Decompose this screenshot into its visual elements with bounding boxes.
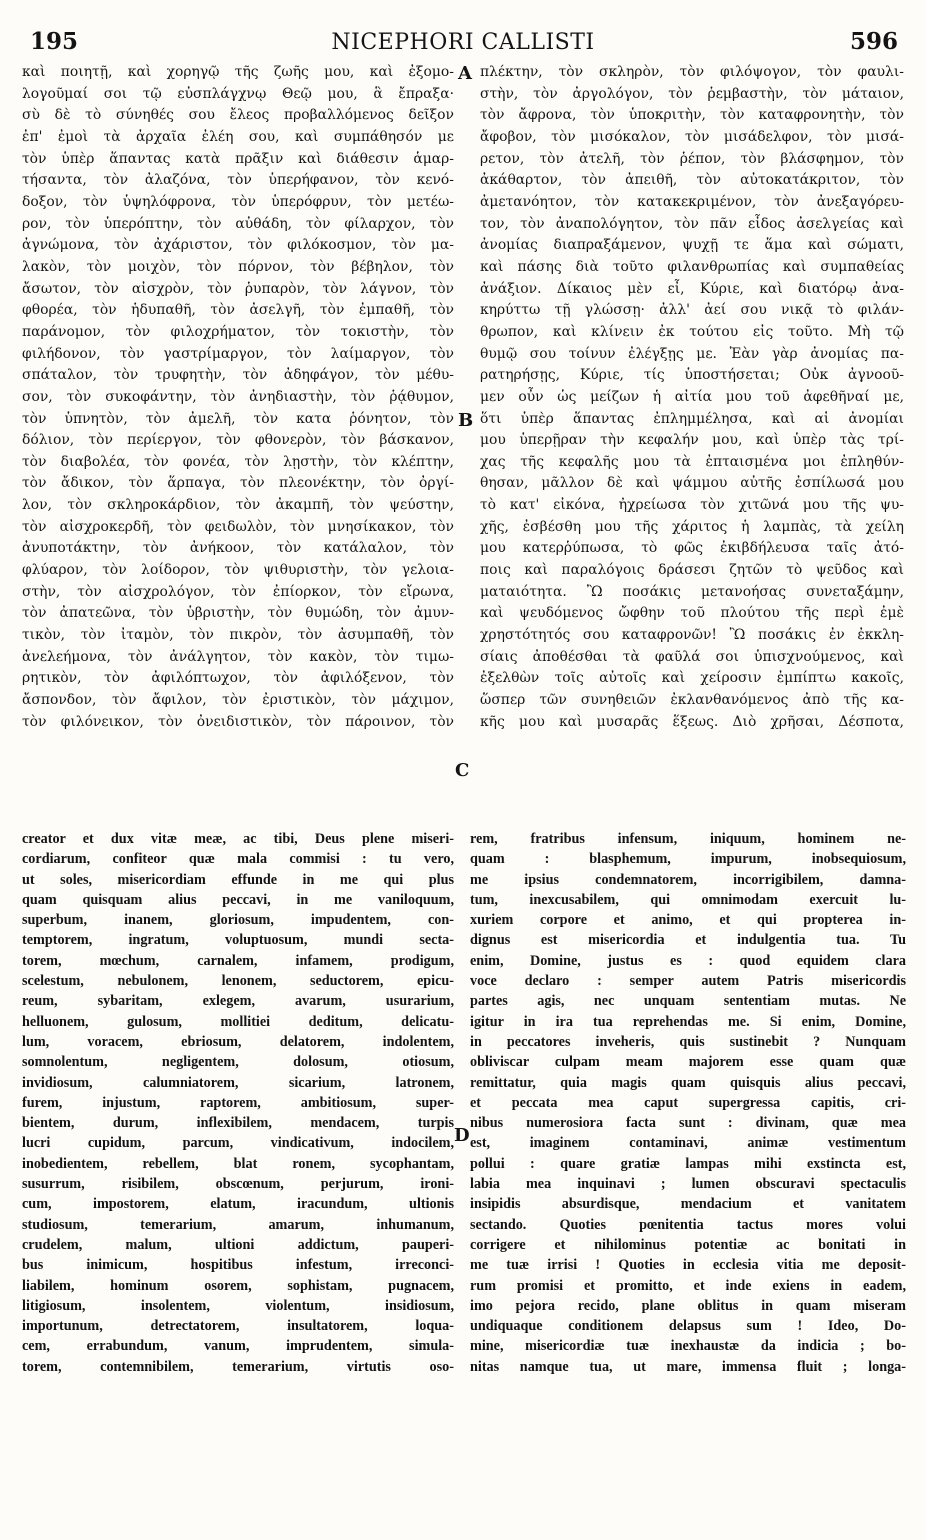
text-line: στὴν, τὸν αἰσχρολόγον, τὸν ἐπίορκον, τὸν εἴρωνα, [22,583,454,600]
text-line: lum, voracem, ebriosum, delatorem, indolentem, [22,1033,454,1050]
text-line: ἀνυποτάκτην, τὸν ἀνήκοον, τὸν κατάλαλον, τὸν [22,540,454,557]
section-marker-b: B [458,410,474,431]
text-line: χῆς, ἐσβέσθη μου τῆς χάριτος ἡ λαμπὰς, τὰ χείλη [480,518,904,535]
text-line: τὸν ὑπὲρ ἅπαντας κατὰ πρᾶξιν καὶ διάθεσιν ἁμαρ- [22,150,454,167]
text-line: θυμῷ σου τοίνυν ἐλέγξῃς με. Ἐὰν γὰρ ἀνομίας πα- [480,345,904,362]
text-line: xuriem corpore et animo, et qui propterea in- [470,912,906,929]
text-line: λογοῦμαί σοι τῷ εὐσπλάγχνῳ Θεῷ μου, ἃ ἔπραξα· [22,85,454,102]
text-line: ὥσπερ τῶν συνηθειῶν ἐκλανθανόμενος ἀπὸ τῆς κα- [480,692,904,709]
text-line: ὅτι ὑπὲρ ἅπαντας ἐπλημμέλησα, καὶ αἱ ἀνομίαι [480,410,904,427]
text-line: τον, τὸν ἀναπολόγητον, τὸν πᾶν εἶδος ἀσελγείας καὶ [480,215,904,232]
text-line: τὸν ἀπατεῶνα, τὸν ὑβριστὴν, τὸν θυμώδη, τὸν ἀμυν- [22,605,454,622]
section-marker-d: D [454,1125,470,1146]
text-line: sectando. Quoties pœnitentia tactus mores volui [470,1216,906,1233]
text-line: τὸ κατ' εἰκόνα, ἠχρείωσα τὸν χιτῶνά μου τῆς ψυ- [480,497,904,514]
text-line: ρετον, τὸν ἀτελῆ, τὸν ῥέπον, τὸν βλάσφημον, τὸν [480,150,904,167]
text-line: torem, contemnibilem, temerarium, virtutis oso- [22,1358,454,1375]
text-line: remittatur, quia magis quam quisquis alius peccavi, [470,1074,906,1091]
running-title: NICEPHORI CALLISTI [331,30,595,55]
text-line: ἄφοβον, τὸν μισόκαλον, τὸν μισάδελφον, τὸν μισά- [480,128,904,145]
text-line: τὸν αἰσχροκερδῆ, τὸν φειδωλὸν, τὸν μνησίκακον, τὸν [22,518,454,535]
text-line: insipidis absurdisque, mendacium et vanitatem [470,1196,906,1213]
text-line: ἄσπονδον, τὸν ἄφιλον, τὸν ἐριστικὸν, τὸν μάχιμον, [22,692,454,709]
text-line: obliviscar culpam meam majorem esse quam quæ [470,1054,906,1071]
text-line: cem, errabundum, vanum, imprudentem, simula- [22,1338,454,1355]
text-line: τήσαντα, τὸν ἀλαζόνα, τὸν ὑπερήφανον, τὸν κενό- [22,172,454,189]
text-line: τὸν ὑπνητὸν, τὸν ἀμελῆ, τὸν κατα ῥόνητον, τὸν [22,410,454,427]
text-line: scelestum, nebulonem, lenonem, seductorem, epicu- [22,973,454,990]
text-line: παράνομον, τὸν φιλοχρήματον, τὸν τοκιστὴν, τὸν [22,323,454,340]
text-line: κῆς μου καὶ μυσαρᾶς ἕξεως. Διὸ χρῆσαι, Δέσποτα, [480,713,904,730]
text-line: invidiosum, calumniatorem, sicarium, latronem, [22,1074,454,1091]
text-line: ἀμετανόητον, τὸν κατακεκριμένον, τὸν ἀνεξαγόρευ- [480,193,904,210]
text-line: labia mea inquinavi ; lumen obscuravi spectaculis [470,1176,906,1193]
text-line: imo pejora recido, plane oblitus in quam miseram [470,1297,906,1314]
text-line: καὶ ψευδόμενος ὤφθην τοῦ πλούτου τῆς περὶ ἐμὲ [480,605,904,622]
text-line: in peccatores inveheris, quis sustinebit ? Nunquam [470,1033,906,1050]
greek-column-left [22,62,454,733]
text-line: λακὸν, τὸν μοιχὸν, τὸν πόρνον, τὸν βέβηλον, τὸν [22,258,454,275]
text-line: partes agis, nec unquam sententiam mutas. Ne [470,993,906,1010]
text-line: bientem, durum, inflexibilem, mendacem, turpis [22,1115,454,1132]
text-line: torem, mœchum, carnalem, infamem, prodigum, [22,952,454,969]
text-line: cordiarum, confiteor quæ mala commisi : tu vero, [22,851,454,868]
text-line: μεν οὖν ὡς μείζων ἡ αἰτία μου τοῦ ἀφεθῆναί με, [480,388,904,405]
text-line: rem, fratribus infensum, iniquum, hominem ne- [470,831,906,847]
text-line: nitas namque tua, ut mare, immensa fluit ; longa- [470,1358,906,1375]
text-line: mine, misericordiæ tuæ inexhaustæ da indicia ; bo- [470,1338,906,1355]
page-header [22,28,904,62]
text-line: tum, inexcusabilem, qui omnimodam exercuit lu- [470,891,906,908]
text-line: χρηστότητός σου καταφρονῶν! Ὢ ποσάκις ἐν ἐκκλη- [480,627,904,644]
text-line: θρωπον, καὶ κλίνειν ἐκ τούτου εἰς τοῦτο. Μὴ τῷ [480,323,904,340]
text-line: μου ὑπερῇραν τὴν κεφαλήν μου, καὶ ὑπὲρ τὰς τρί- [480,432,904,449]
text-line: enim, Domine, justus es : quod equidem clara [470,952,906,969]
text-line: quam : blasphemum, impurum, inobsequiosum, [470,851,906,868]
text-line: temptorem, ingratum, voluptuosum, mundi secta- [22,932,454,949]
text-line: μου κατερῥύπωσα, τὸ φῶς ἐκιβδήλευσα ταῖς ἀτό- [480,540,904,557]
text-line: litigiosum, insolentem, violentum, insidiosum, [22,1297,454,1314]
text-line: τὸν ἄφρονα, τὸν ὑποκριτὴν, τὸν καταφρονητὴν, τὸν [480,107,904,124]
text-line: σπάταλον, τὸν τρυφητὴν, τὸν ἀδηφάγον, τὸν μέθυ- [22,367,454,384]
greek-column-right [480,62,904,733]
text-line: τὸν φιλόνεικον, τὸν ὀνειδιστικὸν, τὸν πάροινον, τὸν [22,713,454,730]
text-line: et peccata mea caput supergressa capitis, cri- [470,1094,906,1111]
text-line: ἀνελεήμονα, τὸν ἀνάλγητον, τὸν κακὸν, τὸν τιμω- [22,648,454,665]
section-marker-c: C [455,760,470,781]
text-line: στὴν, τὸν ἀργολόγον, τὸν ῥεμβαστὴν, τὸν μάταιον, [480,85,904,102]
text-line: ἀγνώμονα, τὸν ἀχάριστον, τὸν φιλόκοσμον, τὸν μα- [22,237,454,254]
text-line: ματαιότητα. Ὢ ποσάκις μετανοήσας συνεταξάμην, [480,583,904,600]
text-line: τὸν ἄδικον, τὸν ἅρπαγα, τὸν πλεονέκτην, τὸν ὀργί- [22,475,454,492]
text-line: voce declaro : semper autem Patris misericordis [470,973,906,990]
text-line: susurrum, risibilem, obscœnum, perjurum, ironi- [22,1176,454,1193]
text-line: reum, sybaritam, exlegem, avarum, usurarium, [22,993,454,1010]
text-line: est, imaginem contaminavi, animæ vestimentum [470,1135,906,1152]
text-line: furem, injustum, raptorem, ambitiosum, super- [22,1094,454,1111]
text-line: me tuæ irrisi ! Quoties in ecclesia vitia me deposit- [470,1257,906,1274]
text-line: ἐπ' ἐμοὶ τὰ ἀρχαῖα ἐλέη σου, καὶ συμπάθησόν με [22,128,454,145]
text-line: bus inimicum, hospitibus infestum, irreconci- [22,1257,454,1274]
text-line: studiosum, temerarium, amarum, inhumanum, [22,1216,454,1233]
text-line: ἀνάξιον. Δίκαιος μὲν εἶ, Κύριε, καὶ διατόρῳ ἀνα- [480,280,904,297]
section-marker-a: A [458,63,472,84]
text-line: πλέκτην, τὸν σκληρὸν, τὸν φιλόψογον, τὸν φαυλι- [480,64,904,80]
text-line: ποις καὶ παραλόγοις δράσεσι ζητῶν τὸ ψεῦδος καὶ [480,562,904,579]
text-line: τικὸν, τὸν ἰταμὸν, τὸν πικρὸν, τὸν ἀσυμπαθῆ, τὸν [22,627,454,644]
text-line: me ipsius condemnatorem, incorrigibilem, damna- [470,871,906,888]
text-line: σὺ δὲ τὸ σύνηθές σου ἔλεος προβαλλόμενος δεῖξον [22,107,454,124]
text-line: σίαις ἀποθέσθαι τὰ φαῦλά σοι ὑπισχνούμενος, καὶ [480,648,904,665]
text-line: θησαν, μᾶλλον δὲ καὶ ψάμμου αὐτῆς ἐσπίλωσά μου [480,475,904,492]
text-line: ἀκάθαρτον, τὸν ἀπειθῆ, τὸν αὐτοκατάκριτον, τὸν [480,172,904,189]
column-separator [22,815,904,816]
text-line: ρητικὸν, τὸν ἀφιλόπτωχον, τὸν ἀφιλόξενον, τὸν [22,670,454,687]
text-line: ρον, τὸν ὑπερόπτην, τὸν αὐθάδη, τὸν φίλαρχον, τὸν [22,215,454,232]
text-line: nibus numerosiora facta sunt : divinam, quæ mea [470,1115,906,1132]
text-line: φιλήδονον, τὸν γαστρίμαργον, τὸν λαίμαργον, τὸν [22,345,454,362]
text-line: σον, τὸν συκοφάντην, τὸν ἀνηδιαστὴν, τὸν ῥᾴθυμον, [22,388,454,405]
text-line: superbum, inanem, gloriosum, impudentem, con- [22,912,454,929]
text-line: somnolentum, negligentem, dolosum, otiosum, [22,1054,454,1071]
page-number-right: 596 [849,28,898,55]
text-line: λον, τὸν σκληροκάρδιον, τὸν ἀκαμπῆ, τὸν ψεύστην, [22,497,454,514]
text-line: rum promisi et promitto, et inde exiens in eadem, [470,1277,906,1294]
text-line: δόλιον, τὸν περίεργον, τὸν φθονερὸν, τὸν βάσκανον, [22,432,454,449]
text-line: ut soles, misericordiam effunde in me qui plus [22,871,454,888]
text-line: undiquaque conditionem delapsus sum ! Ideo, Do- [470,1318,906,1335]
text-line: cum, impostorem, elatum, iracundum, ultionis [22,1196,454,1213]
text-line: inobedientem, rebellem, blat ronem, sycophantam, [22,1155,454,1172]
text-line: δοξον, τὸν ὑψηλόφρονα, τὸν ὑπερόφρυν, τὸν μετέω- [22,193,454,210]
text-line: καὶ πάσης διὰ τοῦτο φιλανθρωπίας καὶ συμπαθείας [480,258,904,275]
text-line: importunum, detrectatorem, insultatorem, loqua- [22,1318,454,1335]
text-line: ἄσωτον, τὸν αἰσχρὸν, τὸν ῥυπαρὸν, τὸν λάγνον, τὸν [22,280,454,297]
text-line: τὸν διαβολέα, τὸν φονέα, τὸν λῃστὴν, τὸν κλέπτην, [22,453,454,470]
text-line: φθορέα, τὸν ἡδυπαθῆ, τὸν ἀσελγῆ, τὸν ἐμπαθῆ, τὸν [22,302,454,319]
text-line: χας τῆς κεφαλῆς μου τὰ ἐπταισμένα μοι ἐπληθύν- [480,453,904,470]
text-line: corrigere et nihilominus potentiæ ac bonitati in [470,1236,906,1253]
text-line: crudelem, malum, ultioni addictum, pauperi- [22,1236,454,1253]
text-line: liabilem, hominum osorem, sophistam, pugnacem, [22,1277,454,1294]
text-line: κηρύττω τῇ γλώσσῃ· ἀλλ' ἀεί σου νικᾷ τὸ φιλάν- [480,302,904,319]
text-line: ἐξελθὼν τοῖς αὐτοῖς καὶ χείροσιν ἐμπίπτω κακοῖς, [480,670,904,687]
latin-column-right [470,829,906,1377]
text-line: pollui : quare gratiæ lampas mihi exstincta est, [470,1155,906,1172]
latin-column-left [22,829,454,1377]
text-line: quam quisquam alius peccavi, in me vaniloquum, [22,891,454,908]
text-line: καὶ ποιητῇ, καὶ χορηγῷ τῆς ζωῆς μου, καὶ ἐξομο- [22,64,454,80]
text-line: dignus est misericordia et indulgentia tua. Tu [470,932,906,949]
text-line: igitur in ira tua reprehendas me. Si enim, Domine, [470,1013,906,1030]
text-line: ἀνομίας διαπραξάμενον, ψυχῇ τε ἅμα καὶ σώματι, [480,237,904,254]
text-line: helluonem, gulosum, mollitiei deditum, delicatu- [22,1013,454,1030]
text-line: lucri cupidum, parcum, vindicativum, indocilem, [22,1135,454,1152]
text-line: ρατηρήσῃς, Κύριε, τίς ὑποστήσεται; Οὐκ ἀγνοοῦ- [480,367,904,384]
page-number-left: 195 [30,28,79,55]
text-line: creator et dux vitæ meæ, ac tibi, Deus plene miseri- [22,831,454,847]
text-line: φλύαρον, τὸν λοίδορον, τὸν ψιθυριστὴν, τὸν γελοια- [22,562,454,579]
